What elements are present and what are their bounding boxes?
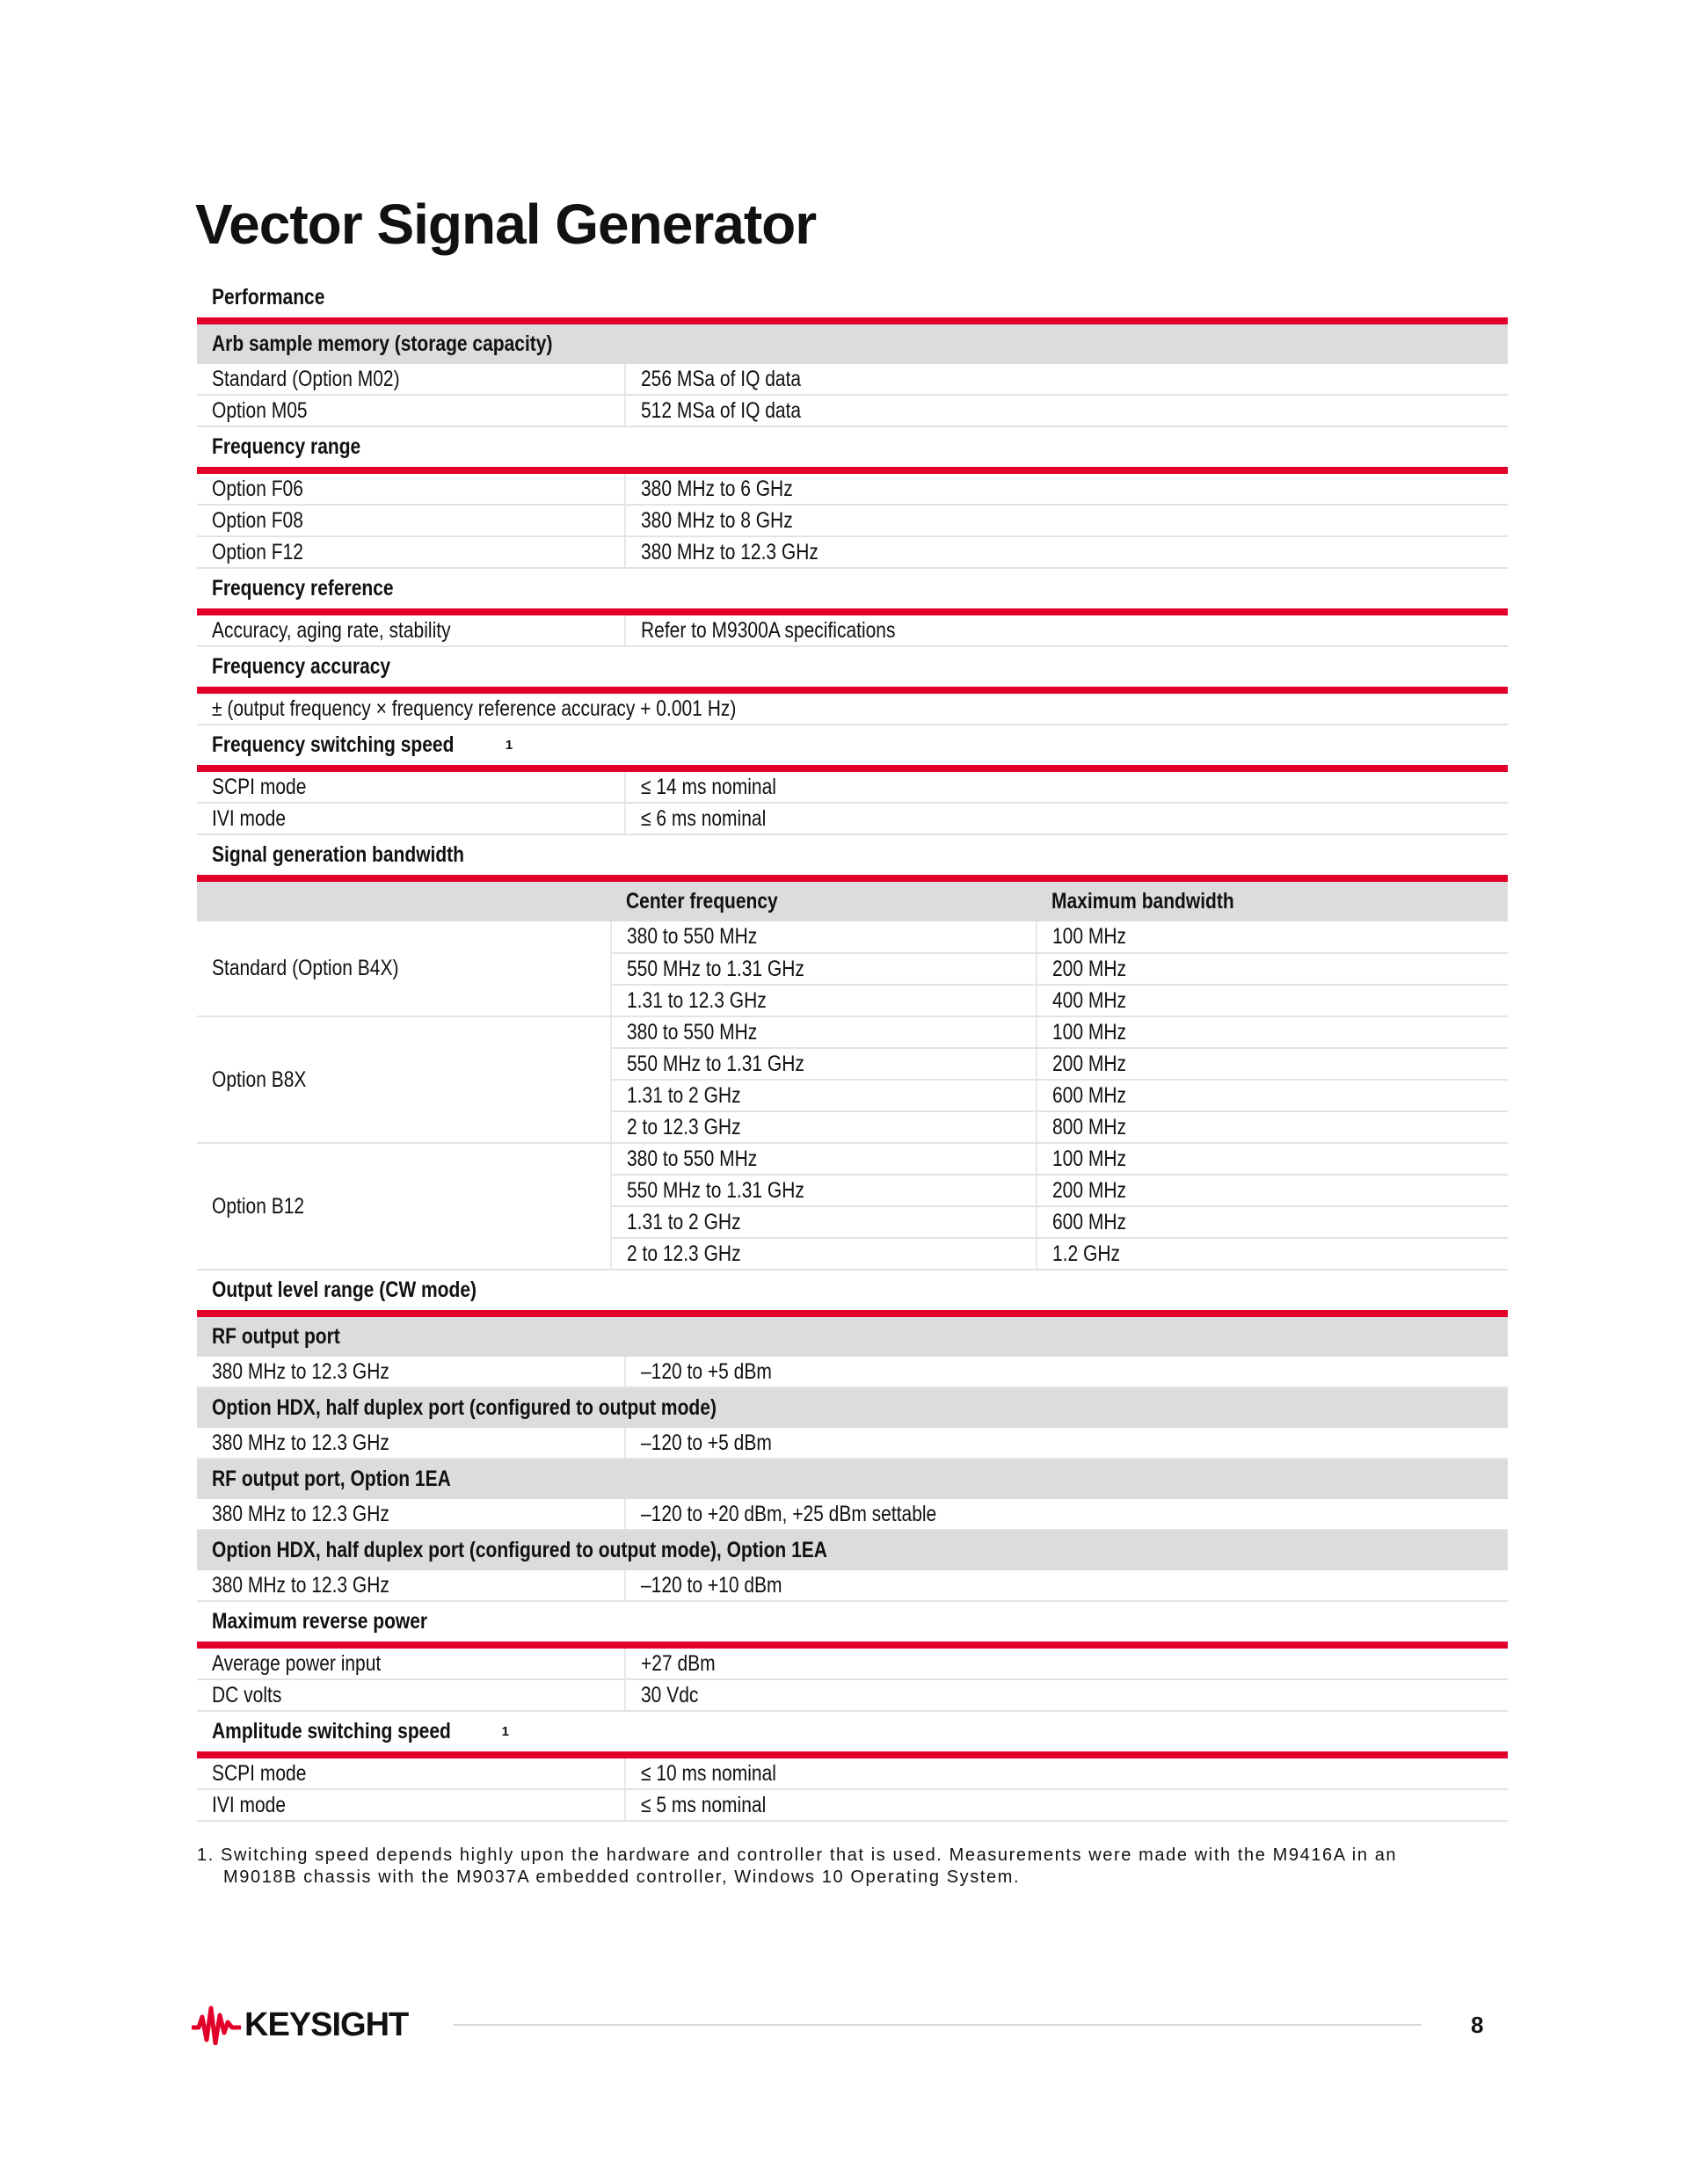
bandwidth-row: [197, 921, 1508, 953]
table-row: [197, 1758, 1508, 1790]
max-bandwidth: 600 MHz: [1052, 1209, 1127, 1234]
parameter-label: Option F06: [212, 476, 303, 501]
subsection-header: [197, 1531, 1508, 1570]
value-text: 30 Vdc: [641, 1682, 699, 1707]
parameter-cell: [197, 804, 626, 834]
section-divider: [197, 875, 1508, 882]
keysight-wave-icon: [192, 2005, 241, 2045]
subsection-cell: [197, 1538, 1508, 1563]
formula-text: ± (output frequency × frequency reference accuracy + 0.001 Hz): [212, 695, 737, 721]
option-label: Standard (Option B4X): [212, 956, 399, 980]
table-row: [197, 396, 1508, 427]
parameter-cell: [197, 474, 626, 504]
bandwidth-header-cell: [1037, 882, 1508, 921]
value-text: 256 MSa of IQ data: [641, 366, 802, 391]
section-divider: [197, 765, 1508, 772]
page-number: 8: [1471, 2012, 1484, 2038]
value-cell: [626, 1499, 1508, 1529]
value-cell: [626, 1649, 1508, 1678]
value-text: ≤ 14 ms nominal: [641, 774, 776, 799]
parameter-cell: [197, 1649, 626, 1678]
table-row: [197, 1357, 1508, 1388]
center-frequency: 2 to 12.3 GHz: [627, 1241, 741, 1266]
value-text: 380 MHz to 6 GHz: [641, 476, 793, 501]
parameter-cell: [197, 537, 626, 567]
max-bandwidth-cell: [1037, 1238, 1508, 1270]
parameter-cell: [197, 1790, 626, 1820]
center-frequency: 1.31 to 12.3 GHz: [627, 987, 767, 1013]
max-bandwidth-cell: [1037, 985, 1508, 1016]
parameter-label: SCPI mode: [212, 1760, 307, 1786]
value-cell: [626, 396, 1508, 426]
logo-text: KEYSIGHT: [244, 2006, 409, 2043]
section-divider: [197, 687, 1508, 694]
footnote-line-1: 1. Switching speed depends highly upon the hardware and controller that is used. Measurements were made with the M9416A in an: [197, 1845, 1398, 1865]
max-bandwidth: 100 MHz: [1052, 924, 1127, 949]
subsection-cell: [197, 331, 1508, 357]
subsection-cell: [197, 1395, 1508, 1421]
parameter-cell: [197, 364, 626, 394]
max-bandwidth: 100 MHz: [1052, 1146, 1127, 1171]
center-frequency-cell: [611, 1048, 1037, 1080]
subsection-title: Option HDX, half duplex port (configured to output mode): [212, 1395, 717, 1420]
section-title: Frequency switching speed: [212, 732, 455, 757]
center-frequency: 380 to 550 MHz: [627, 924, 758, 949]
value-text: Refer to M9300A specifications: [641, 617, 896, 643]
value-cell: [626, 1357, 1508, 1387]
parameter-cell: [197, 772, 626, 802]
parameter-label: Option F08: [212, 507, 303, 533]
section-divider: [197, 467, 1508, 474]
section-header: [197, 647, 1508, 687]
subsection-header: [197, 324, 1508, 364]
parameter-label: IVI mode: [212, 1792, 287, 1817]
value-cell: [626, 1790, 1508, 1820]
value-cell: [626, 1570, 1508, 1600]
page-title: Vector Signal Generator: [195, 193, 817, 256]
subsection-title: Option HDX, half duplex port (configured to output mode), Option 1EA: [212, 1538, 827, 1562]
value-cell: [626, 1428, 1508, 1458]
parameter-label: 380 MHz to 12.3 GHz: [212, 1358, 389, 1384]
section-title: Output level range (CW mode): [212, 1278, 477, 1302]
section-title: Frequency accuracy: [212, 654, 391, 679]
value-cell: [626, 364, 1508, 394]
footnote: [197, 1845, 1498, 1889]
max-bandwidth-cell: [1037, 1111, 1508, 1143]
footer-divider: [454, 2024, 1422, 2026]
option-label: Option B12: [212, 1193, 305, 1219]
table-row: [197, 506, 1508, 537]
subsection-header: [197, 1317, 1508, 1357]
parameter-label: DC volts: [212, 1682, 282, 1707]
center-frequency: 550 MHz to 1.31 GHz: [627, 1051, 804, 1076]
center-frequency: 1.31 to 2 GHz: [627, 1209, 741, 1234]
center-frequency-cell: [611, 1016, 1037, 1048]
center-frequency: 550 MHz to 1.31 GHz: [627, 956, 804, 981]
parameter-cell: [197, 615, 626, 645]
max-bandwidth-cell: [1037, 1175, 1508, 1206]
table-row: [197, 1428, 1508, 1460]
section-divider: [197, 1310, 1508, 1317]
subsection-cell: [197, 1324, 1508, 1350]
parameter-label: IVI mode: [212, 805, 287, 831]
parameter-cell: [197, 1680, 626, 1710]
value-text: ≤ 5 ms nominal: [641, 1792, 767, 1817]
table-row: [197, 364, 1508, 396]
max-bandwidth: 200 MHz: [1052, 1051, 1127, 1076]
table-row: [197, 1570, 1508, 1602]
section-header: [197, 725, 1508, 765]
max-bandwidth-cell: [1037, 1016, 1508, 1048]
table-row: [197, 1790, 1508, 1822]
parameter-cell: [197, 506, 626, 535]
max-bandwidth-cell: [1037, 1080, 1508, 1111]
parameter-label: Standard (Option M02): [212, 366, 400, 391]
value-cell: [626, 1680, 1508, 1710]
subsection-title: RF output port: [212, 1324, 340, 1349]
column-header: Center frequency: [626, 889, 778, 914]
center-frequency-cell: [611, 1111, 1037, 1143]
footnote-line-2: M9018B chassis with the M9037A embedded controller, Windows 10 Operating System.: [223, 1867, 1021, 1887]
center-frequency: 380 to 550 MHz: [627, 1019, 758, 1045]
max-bandwidth-cell: [1037, 1143, 1508, 1175]
keysight-logo: [192, 2005, 408, 2045]
subsection-title: RF output port, Option 1EA: [212, 1467, 451, 1491]
max-bandwidth: 1.2 GHz: [1052, 1241, 1121, 1266]
center-frequency-cell: [611, 921, 1037, 953]
max-bandwidth-cell: [1037, 953, 1508, 985]
footnote-ref: 1: [505, 738, 513, 753]
value-cell: [626, 474, 1508, 504]
max-bandwidth-cell: [1037, 1206, 1508, 1238]
section-header: [197, 569, 1508, 608]
section-header: [197, 835, 1508, 875]
section-header: [197, 1602, 1508, 1642]
table-row: [197, 772, 1508, 804]
value-cell: [626, 537, 1508, 567]
subsection-header: [197, 1388, 1508, 1428]
parameter-cell: [197, 1758, 626, 1788]
max-bandwidth: 800 MHz: [1052, 1114, 1127, 1139]
value-text: 380 MHz to 12.3 GHz: [641, 539, 819, 564]
center-frequency-cell: [611, 985, 1037, 1016]
value-cell: [626, 804, 1508, 834]
value-text: –120 to +20 dBm, +25 dBm settable: [641, 1501, 937, 1526]
section-header: [197, 1712, 1508, 1751]
max-bandwidth: 600 MHz: [1052, 1082, 1127, 1108]
bandwidth-header-row: [197, 882, 1508, 921]
max-bandwidth: 200 MHz: [1052, 1177, 1127, 1203]
section-title: Frequency range: [212, 434, 361, 459]
column-header: Maximum bandwidth: [1051, 889, 1234, 914]
center-frequency: 2 to 12.3 GHz: [627, 1114, 741, 1139]
center-frequency: 1.31 to 2 GHz: [627, 1082, 741, 1108]
parameter-label: 380 MHz to 12.3 GHz: [212, 1430, 389, 1455]
value-text: ≤ 6 ms nominal: [641, 805, 767, 831]
max-bandwidth: 400 MHz: [1052, 987, 1127, 1013]
parameter-label: 380 MHz to 12.3 GHz: [212, 1501, 389, 1526]
table-row: [197, 537, 1508, 569]
value-text: 380 MHz to 8 GHz: [641, 507, 793, 533]
value-text: –120 to +10 dBm: [641, 1572, 782, 1598]
subsection-cell: [197, 1467, 1508, 1492]
table-row: [197, 474, 1508, 506]
parameter-label: SCPI mode: [212, 774, 307, 799]
parameter-cell: [197, 1499, 626, 1529]
parameter-label: 380 MHz to 12.3 GHz: [212, 1572, 389, 1598]
max-bandwidth: 100 MHz: [1052, 1019, 1127, 1045]
value-text: ≤ 10 ms nominal: [641, 1760, 776, 1786]
bandwidth-header-cell: [197, 882, 611, 921]
value-text: –120 to +5 dBm: [641, 1430, 772, 1455]
bandwidth-header-cell: [611, 882, 1037, 921]
parameter-cell: [197, 1570, 626, 1600]
parameter-cell: [197, 396, 626, 426]
table-row: [197, 615, 1508, 647]
subsection-header: [197, 1460, 1508, 1499]
section-title: Signal generation bandwidth: [212, 842, 465, 867]
bandwidth-row: [197, 1143, 1508, 1175]
section-divider: [197, 1751, 1508, 1758]
center-frequency-cell: [611, 1238, 1037, 1270]
value-cell: [626, 1758, 1508, 1788]
section-title: Amplitude switching speed: [212, 1719, 451, 1744]
bandwidth-row: [197, 1016, 1508, 1048]
option-cell: [197, 1016, 611, 1143]
table-row: [197, 1649, 1508, 1680]
parameter-label: Option F12: [212, 539, 303, 564]
center-frequency: 550 MHz to 1.31 GHz: [627, 1177, 804, 1203]
parameter-label: Accuracy, aging rate, stability: [212, 617, 451, 643]
option-label: Option B8X: [212, 1067, 307, 1092]
center-frequency-cell: [611, 1206, 1037, 1238]
table-row: [197, 1499, 1508, 1531]
section-header: [197, 278, 1508, 317]
parameter-label: Average power input: [212, 1650, 382, 1676]
bandwidth-table: [197, 882, 1508, 1270]
subsection-title: Arb sample memory (storage capacity): [212, 331, 553, 356]
value-cell: [626, 615, 1508, 645]
footnote-ref: 1: [501, 1724, 509, 1739]
section-divider: [197, 1642, 1508, 1649]
table-row: [197, 694, 1508, 725]
center-frequency-cell: [611, 953, 1037, 985]
parameter-cell: [197, 1428, 626, 1458]
value-cell: [626, 506, 1508, 535]
max-bandwidth-cell: [1037, 921, 1508, 953]
max-bandwidth-cell: [1037, 1048, 1508, 1080]
section-header: [197, 427, 1508, 467]
section-divider: [197, 317, 1508, 324]
center-frequency-cell: [611, 1175, 1037, 1206]
value-text: –120 to +5 dBm: [641, 1358, 772, 1384]
option-cell: [197, 1143, 611, 1270]
parameter-cell: [197, 1357, 626, 1387]
section-title: Frequency reference: [212, 576, 394, 601]
section-header: [197, 1270, 1508, 1310]
value-text: +27 dBm: [641, 1650, 716, 1676]
max-bandwidth: 200 MHz: [1052, 956, 1127, 981]
center-frequency-cell: [611, 1080, 1037, 1111]
parameter-label: Option M05: [212, 397, 308, 423]
wide-cell: [197, 694, 1508, 724]
value-text: 512 MSa of IQ data: [641, 397, 802, 423]
spec-table: [197, 278, 1508, 1822]
section-title: Maximum reverse power: [212, 1609, 428, 1634]
center-frequency: 380 to 550 MHz: [627, 1146, 758, 1171]
section-title: Performance: [212, 285, 325, 309]
section-divider: [197, 608, 1508, 615]
value-cell: [626, 772, 1508, 802]
center-frequency-cell: [611, 1143, 1037, 1175]
option-cell: [197, 921, 611, 1016]
table-row: [197, 804, 1508, 835]
table-row: [197, 1680, 1508, 1712]
